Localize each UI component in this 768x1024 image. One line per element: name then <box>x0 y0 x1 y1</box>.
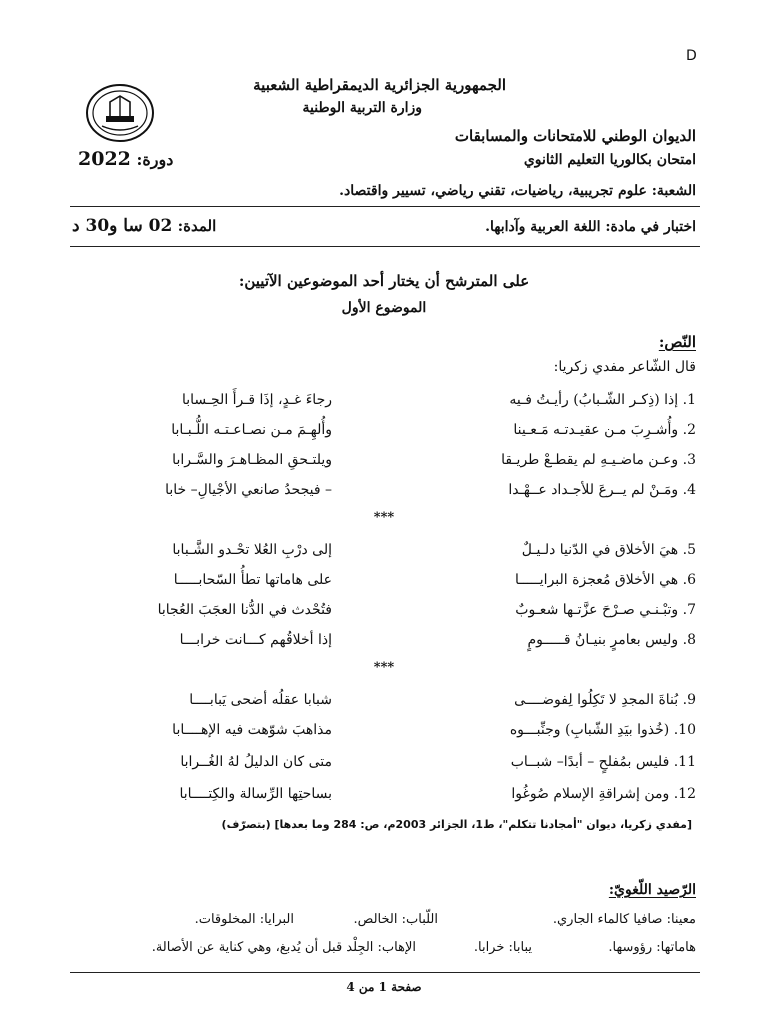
exam-office-title: الديوان الوطني للامتحانات والمسابقات <box>454 127 696 145</box>
verse-4-left: – فيجحدُ صانعي الأجْيالِ– خابا <box>165 482 332 498</box>
lexicon-entry-5: يبابا: خرابا. <box>473 940 532 955</box>
verse-10-left: مذاهبَ شوّهت فيه الإهــــابا <box>172 722 332 738</box>
verse-6-left: على هاماتها تطأُ السّحابـــــا <box>173 572 332 588</box>
duration-value: 02 سا و30 د <box>72 216 173 236</box>
verse-12-left: بساحتِها الرِّسالة والكِتــــابا <box>179 786 332 802</box>
lexicon-entry-4: هاماتها: رؤوسها. <box>608 940 696 955</box>
verse-8-right: 8. وليس بعامرٍ بنيـانُ قـــــومٍ <box>527 632 696 648</box>
lexicon-heading <box>609 882 696 898</box>
lexicon-entry-1: معينا: صافيا كالماء الجاري. <box>552 912 696 927</box>
duration-line <box>72 216 216 236</box>
duration-label: المدة: <box>177 217 217 235</box>
lexicon-entry-3: البرايا: المخلوقات. <box>194 912 294 927</box>
verse-5-left: إلى درْبِ العُلا تحْـدو الشَّـبابا <box>172 542 332 558</box>
header-divider-top <box>70 206 700 207</box>
verse-1-right: 1. إذا (ذِكـر الشّـبابُ) رأيـتُ فـيه <box>509 392 696 408</box>
verse-11-right: 11. فليس بمُفلحٍ – أبدًا– شبــاب <box>510 754 696 770</box>
verse-5-right: 5. هيَ الأخلاق في الدّنيا دلـيـلٌ <box>521 542 696 558</box>
page-corner-mark: D <box>686 48 697 64</box>
verse-4-right: 4. ومَـنْ لم يــرعَ للأجـداد عــهْـدا <box>508 482 696 498</box>
topic-title: الموضوع الأول <box>341 300 427 316</box>
verse-2-left: وأُلهِـمَ مـن نصـاعـتـه اللُّـبـابا <box>171 422 332 438</box>
verse-6-right: 6. هي الأخلاق مُعجزة البرايـــــا <box>515 572 696 588</box>
ministry-title: وزارة التربية الوطنية <box>302 100 422 116</box>
verse-12-right: 12. ومن إشراقةِ الإسلام صُوغُوا <box>511 786 696 802</box>
header-divider-bottom <box>70 246 700 247</box>
stanza-separator-1: *** <box>373 510 395 525</box>
verse-2-right: 2. وأُشـرِبَ مـن عقيـدتـه مَـعـينا <box>513 422 696 438</box>
verse-7-left: فتُحْدث في الدُّنا العجَبَ العُجابا <box>157 602 332 618</box>
verse-8-left: إذا أخلاقُهم كـــانت خرابـــا <box>179 632 332 648</box>
session-label: دورة: <box>136 150 174 169</box>
instruction-line: على المترشح أن يختار أحد الموضوعين الآتيين: <box>238 272 530 290</box>
page-number: صفحة 1 من 4 <box>346 980 422 994</box>
branch-line: الشعبة: علوم تجريبية، رياضيات، تقني رياضي، تسيير واقتصاد. <box>339 183 696 199</box>
ministry-emblem-icon <box>84 82 156 144</box>
verse-1-left: رجاءَ غـدٍ، إذَا قـرأَ الحِـسابا <box>182 392 332 408</box>
verse-9-left: شبابا عقلُه أضحى يَبابــــا <box>189 692 332 708</box>
republic-title: الجمهورية الجزائرية الديمقراطية الشعبية <box>253 76 506 94</box>
session-year: 2022 <box>78 148 131 170</box>
poet-line: قال الشّاعر مفدي زكريا: <box>553 359 696 375</box>
text-heading-label: النّص: <box>658 333 696 351</box>
verse-7-right: 7. وتبْـنـي صـرْحَ عزَّتـها شعـوبٌ <box>515 602 696 618</box>
verse-9-right: 9. بُناةَ المجدِ لا تَكِلُوا لِفوضــــى <box>514 692 696 708</box>
lexicon-heading-label: الرّصيد اللّغويّ: <box>608 882 696 898</box>
exam-session <box>72 148 173 170</box>
lexicon-entry-6: الإهاب: الجِلْد قبل أن يُدبغ، وهي كناية عن الأصالة. <box>151 940 416 955</box>
verse-3-left: ويلتـحقِ المظـاهـرَ والسَّـرابا <box>172 452 332 468</box>
footer-divider <box>70 972 700 973</box>
lexicon-entry-2: اللّباب: الخالص. <box>353 912 438 927</box>
text-heading <box>659 333 696 351</box>
poem-source: [مفدي زكريا، ديوان "أمجادنا تتكلم"، ط1، الجزائر 2003م، ص: 284 وما بعدها] (بتصرّف) <box>221 818 692 831</box>
verse-11-left: متى كان الدليلُ لهُ الغُــرابا <box>180 754 332 770</box>
subject-line: اختبار في مادة: اللغة العربية وآدابها. <box>485 219 696 235</box>
verse-3-right: 3. وعـن ماضـيـهِ لم يقطـعْ طريـقا <box>501 452 696 468</box>
exam-name: امتحان بكالوريا التعليم الثانوي <box>523 152 696 168</box>
verse-10-right: 10. (خُذوا بيَدِ الشّبابِ) وجنِّبـــوه <box>509 722 696 738</box>
stanza-separator-2: *** <box>373 660 395 675</box>
